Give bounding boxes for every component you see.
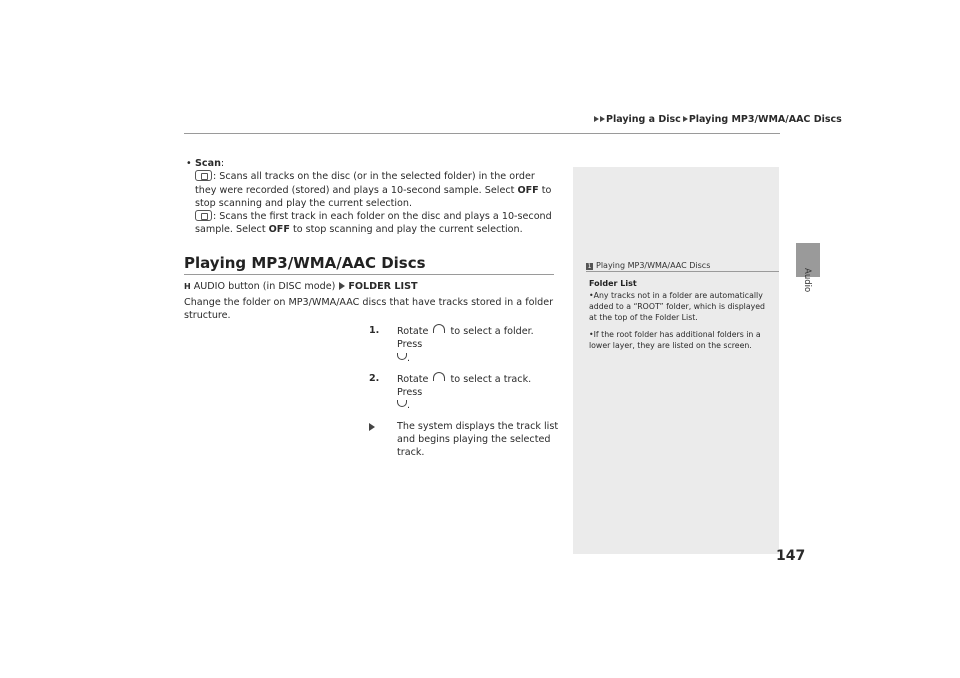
note-subtitle: Folder List [589,279,637,288]
note-item [589,290,771,323]
home-icon: H [184,282,191,291]
selector-knob-icon [433,372,445,381]
breadcrumb-arrow-icon [594,116,599,122]
step-text-a: Rotate [397,326,429,337]
note-item-text: If the root folder has additional folders in a lower layer, they are listed on the screen. [589,330,761,350]
disc-scan-button-icon [195,210,212,221]
disc-scan-text: : Scans the first track in each folder on the disc and plays a 10-second sample. Select [195,211,552,236]
navigation-path [184,280,418,293]
step-text-b: to select a track. Press [397,373,532,399]
step-number: 1. [369,325,380,336]
nav-target: FOLDER LIST [348,281,418,292]
scan-description [195,157,555,237]
folder-scan-button-icon [195,170,212,181]
step-text-b: to select a folder. Press [397,326,534,351]
step-list [369,324,559,460]
step-number: 2. [369,372,380,384]
step-item: 2. Rotate to select a track. Press . [369,372,532,412]
disc-scan-off: OFF [268,224,290,236]
folder-scan-tail: to stop scanning and play the current selection. [195,184,552,209]
note-link-icon: 1 [587,263,592,270]
step-text-a: Rotate [397,373,429,385]
nav-prefix: AUDIO button (in DISC mode) [193,281,336,292]
note-header-text: Playing MP3/WMA/AAC Discs [596,261,711,270]
section-title: Playing MP3/WMA/AAC Discs [184,254,426,272]
note-item [589,329,771,351]
page-number: 147 [776,548,806,564]
disc-scan-tail: to stop scanning and play the current selection. [289,224,523,236]
push-knob-icon [397,353,407,360]
breadcrumb-item-current: Playing MP3/WMA/AAC Discs [688,114,842,125]
folder-scan-off: OFF [517,184,539,196]
note-item-text: Any tracks not in a folder are automatically added to a “ROOT” folder, which is displayed at the top of the Folder List. [589,291,765,322]
push-knob-icon [397,400,407,407]
note-divider [586,271,779,272]
scan-label-line: Scan: [195,158,225,169]
scan-label: Scan [195,158,221,169]
note-list [589,290,771,357]
step-item: 1. Rotate to select a folder. Press . [369,325,534,364]
section-divider [184,274,554,275]
nav-arrow-icon [339,282,345,290]
note-panel [573,167,779,554]
breadcrumb [594,114,842,125]
section-intro: Change the folder on MP3/WMA/AAC discs that have tracks stored in a folder structure. [184,297,554,322]
chapter-tab[interactable] [798,268,824,298]
step-result [369,420,559,460]
folder-scan-text: : Scans all tracks on the disc (or in the selected folder) in the order they were recorded (stored) and plays a 10-second sample. Select [195,171,535,196]
bullet-icon: • [589,330,594,339]
bullet-icon: • [186,158,192,169]
breadcrumb-item-playing-a-disc[interactable]: Playing a Disc [606,114,681,125]
bullet-icon: • [589,291,594,300]
breadcrumb-arrow-icon [683,116,688,122]
breadcrumb-arrow-icon [600,116,605,122]
chapter-tab-label: Audio [802,268,812,293]
result-arrow-icon [369,423,375,431]
disc-scan-paragraph [195,210,555,237]
header-divider [184,133,780,134]
note-header[interactable] [586,261,710,270]
folder-scan-paragraph [195,170,555,210]
selector-knob-icon [433,324,445,333]
result-text: The system displays the track list and begins playing the selected track. [397,420,559,459]
